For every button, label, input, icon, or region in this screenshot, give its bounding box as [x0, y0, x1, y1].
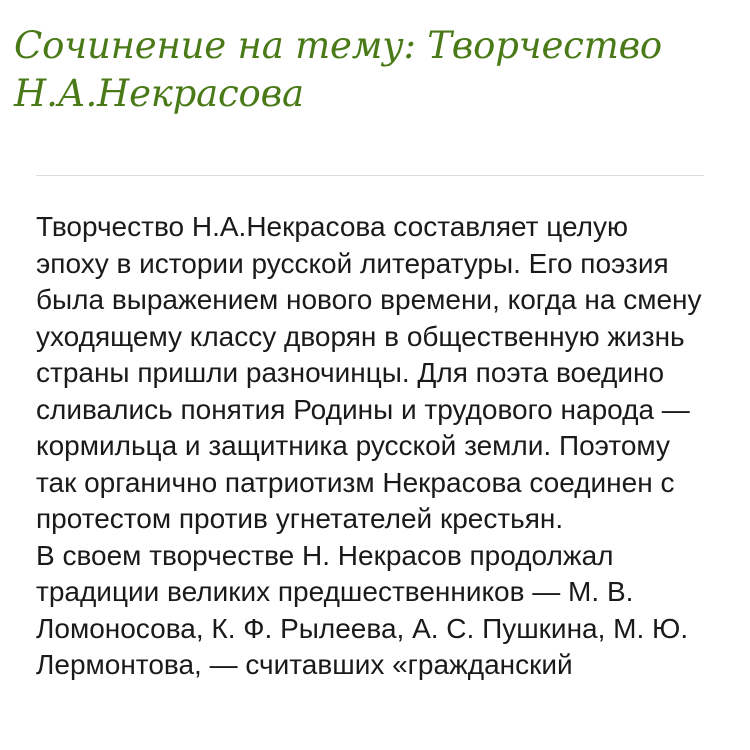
article-title: Сочинение на тему: Творчество Н.А.Некрасова [14, 24, 663, 115]
article-paragraph: В своем творчестве Н. Некрасов продолжал традиции великих предшественников — М. В. Ломоносова, К. Ф. Рылеева, А. С. Пушкина, М. Ю. Лермонтова, — считавших «гражданский [36, 539, 689, 680]
article-paragraph: Творчество Н.А.Некрасова составляет целую эпоху в истории русской литературы. Его поэзия была выражением нового времени, когда на смену уходящему классу дворян в общественную жизнь страны пришли разночинцы. Для поэта воедино сливались понятия Родины и трудового народа — кормильца и защитника русской земли. Поэтому так органично патриотизм Некрасова соединен с протестом против угнетателей крестьян. [36, 211, 702, 534]
title-divider [36, 175, 704, 176]
article-body [36, 209, 706, 684]
